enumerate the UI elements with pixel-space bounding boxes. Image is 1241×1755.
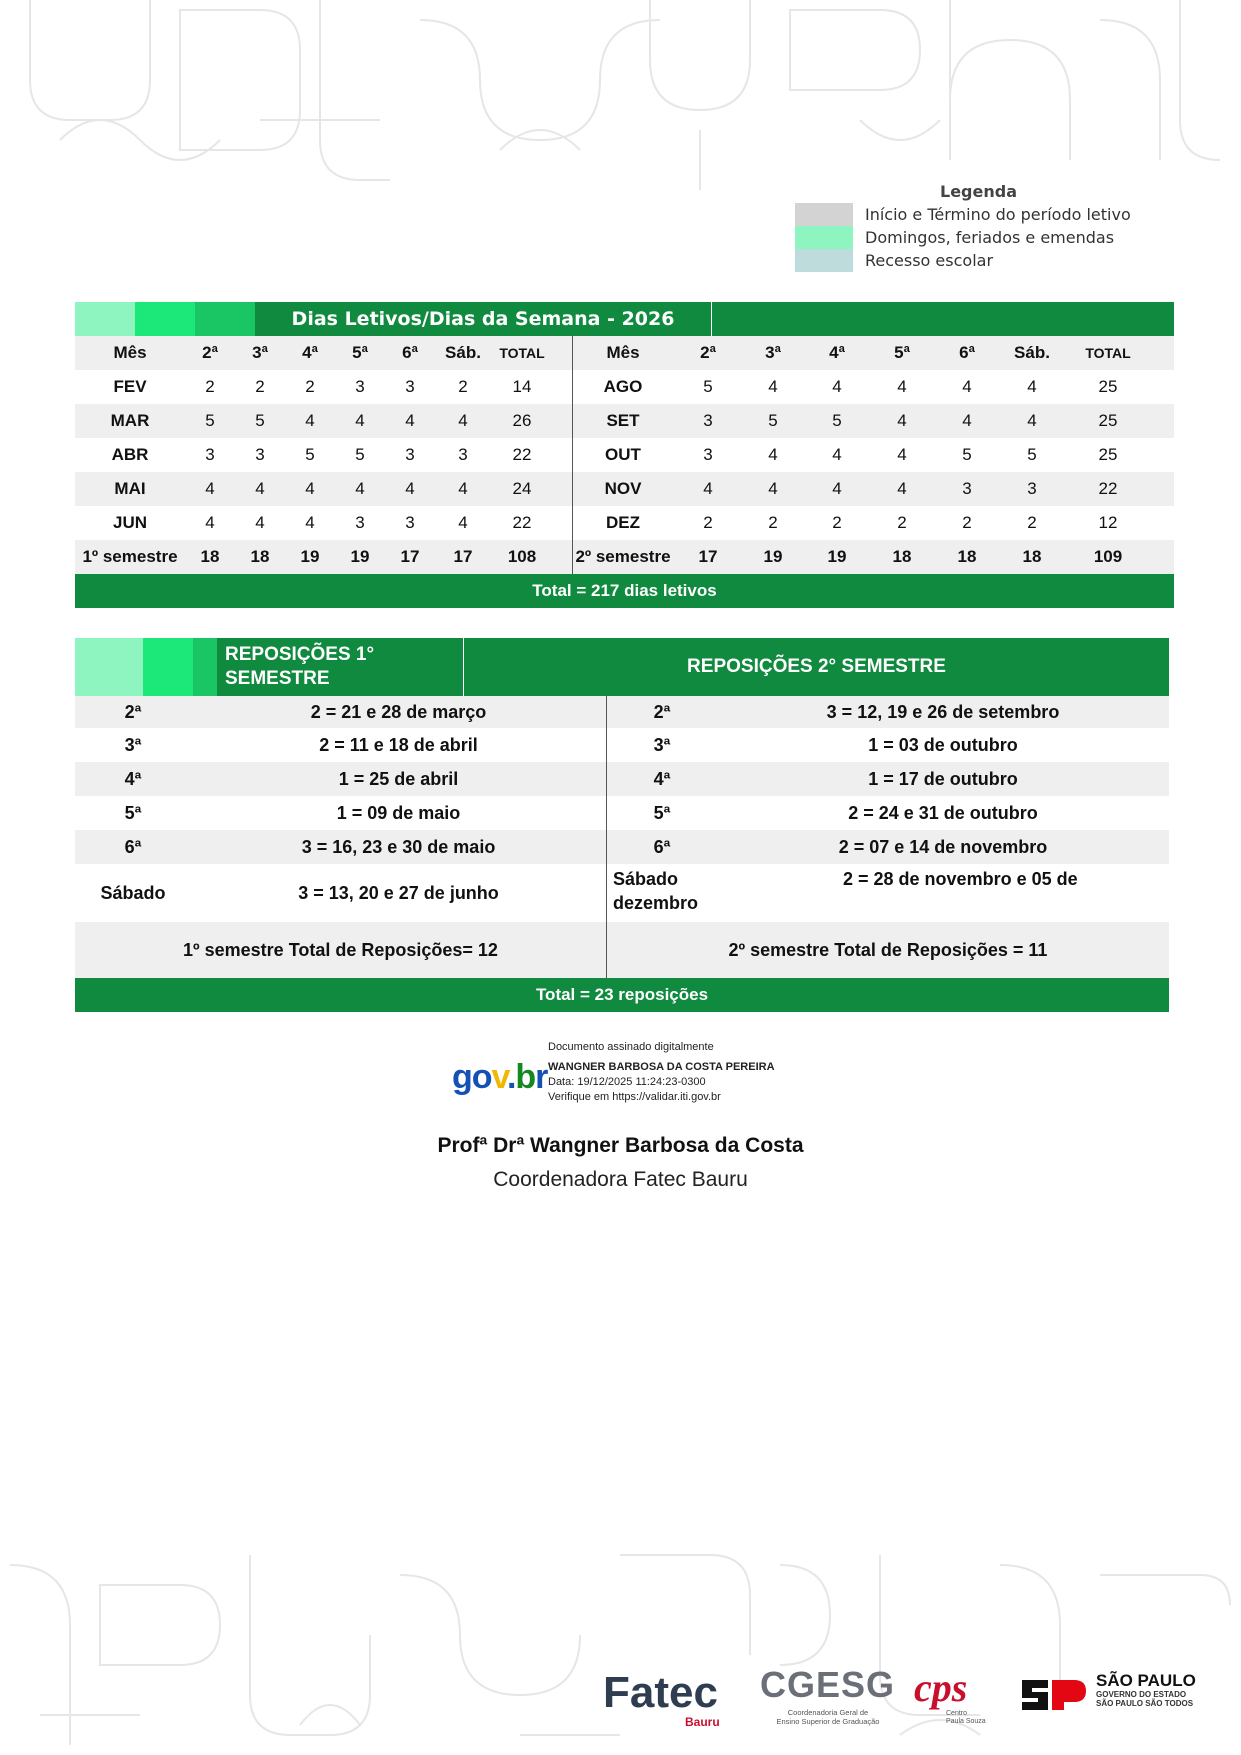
legend-swatch-green bbox=[795, 226, 853, 249]
dias-row-second-half bbox=[573, 472, 1174, 506]
signature-line1: Documento assinado digitalmente bbox=[548, 1041, 714, 1053]
value-cell: 5 bbox=[768, 411, 778, 430]
value-cell: 4 bbox=[897, 411, 907, 430]
dias-letivos-body bbox=[75, 336, 1174, 574]
value-cell: 24 bbox=[512, 479, 532, 498]
reposicao-first-semester bbox=[75, 864, 607, 922]
value-cell: Sáb. bbox=[1014, 343, 1050, 362]
header-swatch-mid bbox=[195, 302, 255, 336]
dias-letivos-title: Dias Letivos/Dias da Semana - 2026 bbox=[255, 302, 711, 336]
signature-line4: Verifique em https://validar.iti.gov.br bbox=[548, 1091, 721, 1103]
value-cell: 3 bbox=[405, 513, 415, 532]
dias-letivos-total: Total = 217 dias letivos bbox=[75, 574, 1174, 608]
value-cell: 19 bbox=[350, 547, 370, 566]
dias-letivos-header bbox=[75, 302, 1174, 336]
reposicao-row bbox=[75, 762, 1169, 796]
value-cell: 18 bbox=[892, 547, 912, 566]
value-cell: 4 bbox=[255, 479, 265, 498]
reposicao-value: 2 = 11 e 18 de abril bbox=[319, 734, 478, 755]
value-cell: TOTAL bbox=[1085, 345, 1131, 361]
value-cell: 22 bbox=[512, 445, 532, 464]
sao-paulo-sub2: SÃO PAULO SÃO TODOS bbox=[1096, 1699, 1194, 1708]
legend-swatch-gray bbox=[795, 203, 853, 226]
month-cell: JUN bbox=[112, 513, 147, 532]
month-cell: SET bbox=[606, 411, 640, 430]
dias-row-first-half bbox=[75, 472, 573, 506]
signature-line3: Data: 19/12/2025 11:24:23-0300 bbox=[548, 1076, 706, 1088]
value-cell: 2 bbox=[703, 513, 713, 532]
reposicao-first-semester bbox=[75, 796, 607, 830]
legend bbox=[795, 182, 1175, 272]
weekday-cell: 4ª bbox=[653, 768, 671, 789]
month-cell: AGO bbox=[603, 377, 643, 396]
reposicao-second-semester bbox=[607, 861, 1169, 925]
dias-row bbox=[75, 370, 1174, 404]
reposicao-second-semester bbox=[607, 796, 1169, 830]
value-cell: 4 bbox=[897, 377, 907, 396]
reposicao-first-semester bbox=[75, 728, 607, 762]
value-cell: 5 bbox=[832, 411, 842, 430]
value-cell: 4 bbox=[405, 479, 415, 498]
sao-paulo-logo-mark bbox=[1020, 1674, 1088, 1712]
value-cell: 4 bbox=[768, 445, 778, 464]
value-cell: 22 bbox=[512, 513, 532, 532]
header-swatch-bright bbox=[135, 302, 195, 336]
legend-item bbox=[795, 226, 1175, 249]
weekday-cell: 6ª bbox=[653, 836, 671, 857]
value-cell: 2 bbox=[1027, 513, 1037, 532]
reposicao-value: 3 = 16, 23 e 30 de maio bbox=[301, 836, 496, 857]
reposicao-value: 1 = 09 de maio bbox=[336, 802, 461, 823]
value-cell: 19 bbox=[827, 547, 847, 566]
legend-label: Recesso escolar bbox=[865, 251, 994, 270]
dias-row bbox=[75, 404, 1174, 438]
weekday-cell: 5ª bbox=[124, 802, 142, 823]
value-cell: 14 bbox=[512, 377, 532, 396]
reposicoes-total: Total = 23 reposições bbox=[75, 978, 1169, 1012]
reposicao-subtotal-row bbox=[75, 922, 1169, 978]
value-cell: 5 bbox=[255, 411, 265, 430]
value-cell: 2 bbox=[768, 513, 778, 532]
value-cell: 5ª bbox=[894, 343, 910, 362]
value-cell: 25 bbox=[1098, 377, 1118, 396]
value-cell: 4 bbox=[355, 411, 365, 430]
sao-paulo-title: SÃO PAULO bbox=[1096, 1671, 1196, 1690]
cgesg-logo: CGESG bbox=[760, 1664, 896, 1705]
value-cell: 3ª bbox=[765, 343, 781, 362]
reposicoes-table bbox=[75, 638, 1169, 1012]
value-cell: 2 bbox=[205, 377, 215, 396]
weekday-cell: 4ª bbox=[124, 768, 142, 789]
reposicao-first-semester bbox=[75, 696, 607, 728]
govbr-logo: gov.br bbox=[452, 1058, 548, 1096]
value-cell: 4 bbox=[897, 479, 907, 498]
value-cell: 2 bbox=[832, 513, 842, 532]
weekday-cell: 2ª bbox=[124, 701, 142, 722]
value-cell: 26 bbox=[512, 411, 532, 430]
header-fill bbox=[711, 302, 1174, 336]
reposicao-value: 1 = 17 de outubro bbox=[868, 768, 1018, 789]
subtotal-second-text: 2º semestre Total de Reposições = 11 bbox=[728, 939, 1048, 960]
dias-row-first-half bbox=[75, 540, 573, 574]
value-cell: 18 bbox=[1022, 547, 1042, 566]
reposicao-value: 1 = 25 de abril bbox=[338, 768, 459, 789]
month-cell: ABR bbox=[111, 445, 149, 464]
weekday-cell: 3ª bbox=[124, 734, 142, 755]
value-cell: 18 bbox=[200, 547, 220, 566]
dias-row bbox=[75, 506, 1174, 540]
cgesg-subtitle bbox=[768, 1708, 888, 1726]
month-cell: 2º semestre bbox=[575, 547, 671, 566]
value-cell: 3ª bbox=[252, 343, 268, 362]
background-decoration-bottom bbox=[0, 1545, 1241, 1755]
cps-logo: cps bbox=[914, 1665, 968, 1710]
month-cell: OUT bbox=[605, 445, 641, 464]
cps-subtitle-line2: Paula Souza bbox=[946, 1718, 986, 1725]
header-swatch-light bbox=[75, 638, 143, 696]
dias-header-row bbox=[75, 336, 1174, 370]
value-cell: 5 bbox=[205, 411, 215, 430]
month-cell: NOV bbox=[604, 479, 642, 498]
signature-text bbox=[548, 1040, 775, 1105]
value-cell: 3 bbox=[703, 411, 713, 430]
value-cell: 2 bbox=[305, 377, 315, 396]
fatec-logo-subtitle: Bauru bbox=[685, 1715, 720, 1729]
value-cell: 5 bbox=[305, 445, 315, 464]
signer-role: Coordenadora Fatec Bauru bbox=[493, 1168, 748, 1191]
digital-signature bbox=[452, 1040, 782, 1110]
header-swatch-light bbox=[75, 302, 135, 336]
weekday-line2: dezembro bbox=[613, 893, 699, 913]
value-cell: 4 bbox=[205, 479, 215, 498]
value-cell: 3 bbox=[458, 445, 468, 464]
dias-row-first-half bbox=[75, 438, 573, 472]
cgesg-subtitle-line1: Coordenadoria Geral de bbox=[787, 1708, 869, 1717]
dias-row-second-half bbox=[573, 404, 1174, 438]
value-cell: 25 bbox=[1098, 411, 1118, 430]
month-cell: FEV bbox=[113, 377, 147, 396]
value-cell: 2ª bbox=[202, 343, 218, 362]
value-cell: 3 bbox=[205, 445, 215, 464]
subtotal-second bbox=[607, 922, 1169, 978]
sao-paulo-sub1: GOVERNO DO ESTADO bbox=[1096, 1690, 1187, 1699]
reposicao-value: 3 = 13, 20 e 27 de junho bbox=[298, 882, 499, 903]
value-cell: 4 bbox=[305, 411, 315, 430]
legend-title: Legenda bbox=[940, 182, 1017, 201]
sao-paulo-logo-text bbox=[1096, 1672, 1196, 1708]
reposicao-row bbox=[75, 728, 1169, 762]
value-cell: 17 bbox=[400, 547, 420, 566]
dias-row-second-half bbox=[573, 336, 1174, 370]
value-cell: 4 bbox=[962, 411, 972, 430]
reposicao-second-semester bbox=[607, 830, 1169, 864]
reposicao-value: 1 = 03 de outubro bbox=[868, 734, 1018, 755]
weekday-cell: 6ª bbox=[124, 836, 142, 857]
dias-row bbox=[75, 472, 1174, 506]
header-swatch-mid bbox=[193, 638, 217, 696]
dias-row bbox=[75, 438, 1174, 472]
dias-row bbox=[75, 540, 1174, 574]
value-cell: Sáb. bbox=[445, 343, 481, 362]
cps-subtitle bbox=[946, 1710, 986, 1726]
reposicao-value: 2 = 07 e 14 de novembro bbox=[838, 836, 1048, 857]
reposicao-row bbox=[75, 696, 1169, 728]
dias-letivos-table bbox=[75, 302, 1174, 608]
month-cell: Mês bbox=[606, 343, 640, 362]
dias-row-second-half bbox=[573, 370, 1174, 404]
reposicao-row bbox=[75, 830, 1169, 864]
weekday-line1: Sábado bbox=[613, 869, 679, 889]
value-cell: 19 bbox=[300, 547, 320, 566]
value-cell: 109 bbox=[1093, 547, 1123, 566]
value-cell: 4 bbox=[1027, 411, 1037, 430]
reposicao-value: 2 = 21 e 28 de março bbox=[310, 701, 487, 722]
month-cell: 1º semestre bbox=[82, 547, 178, 566]
value-cell: 2 bbox=[962, 513, 972, 532]
dias-row-second-half bbox=[573, 438, 1174, 472]
value-cell: 5 bbox=[1027, 445, 1037, 464]
reposicoes-body bbox=[75, 696, 1169, 1012]
legend-item bbox=[795, 249, 1175, 272]
value-cell: 18 bbox=[957, 547, 977, 566]
value-cell: 108 bbox=[507, 547, 537, 566]
value-cell: 4 bbox=[205, 513, 215, 532]
value-cell: 17 bbox=[698, 547, 718, 566]
reposicao-value: 3 = 12, 19 e 26 de setembro bbox=[826, 701, 1060, 722]
value-cell: 4 bbox=[768, 479, 778, 498]
value-cell: 4 bbox=[405, 411, 415, 430]
dias-row-first-half bbox=[75, 370, 573, 404]
value-cell: 5 bbox=[703, 377, 713, 396]
value-cell: 4ª bbox=[302, 343, 318, 362]
value-cell: 4 bbox=[458, 411, 468, 430]
value-cell: 4 bbox=[255, 513, 265, 532]
subtotal-first-text: 1º semestre Total de Reposições= 12 bbox=[183, 939, 498, 960]
header-swatch-bright bbox=[143, 638, 193, 696]
value-cell: 4 bbox=[832, 377, 842, 396]
signer-name: Profª Drª Wangner Barbosa da Costa bbox=[437, 1134, 804, 1157]
value-cell: 3 bbox=[355, 513, 365, 532]
reposicao-second-semester bbox=[607, 728, 1169, 762]
weekday-cell: 2ª bbox=[653, 701, 671, 722]
value-cell: 2 bbox=[897, 513, 907, 532]
reposicoes-header bbox=[75, 638, 1169, 696]
legend-swatch-teal bbox=[795, 249, 853, 272]
value-cell: 3 bbox=[405, 445, 415, 464]
cgesg-subtitle-line2: Ensino Superior de Graduação bbox=[776, 1717, 880, 1726]
month-cell: DEZ bbox=[606, 513, 640, 532]
value-cell: 4 bbox=[768, 377, 778, 396]
value-cell: 3 bbox=[355, 377, 365, 396]
reposicao-value: 2 = 28 de novembro e 05 de bbox=[843, 869, 1078, 889]
value-cell: 4 bbox=[305, 479, 315, 498]
legend-item bbox=[795, 203, 1175, 226]
value-cell: 19 bbox=[763, 547, 783, 566]
value-cell: 3 bbox=[405, 377, 415, 396]
subtotal-first bbox=[75, 922, 607, 978]
month-cell: MAI bbox=[114, 479, 146, 498]
weekday-cell: 5ª bbox=[653, 802, 671, 823]
reposicao-second-semester bbox=[607, 762, 1169, 796]
month-cell: Mês bbox=[113, 343, 147, 362]
value-cell: 4 bbox=[458, 513, 468, 532]
value-cell: 3 bbox=[255, 445, 265, 464]
value-cell: 12 bbox=[1098, 513, 1118, 532]
weekday-cell bbox=[607, 867, 713, 915]
value-cell: 17 bbox=[453, 547, 473, 566]
dias-row-first-half bbox=[75, 404, 573, 438]
value-cell: 2ª bbox=[700, 343, 716, 362]
value-cell: TOTAL bbox=[499, 345, 545, 361]
value-cell: 4 bbox=[1027, 377, 1037, 396]
reposicao-second-semester bbox=[607, 696, 1169, 728]
weekday-cell: 3ª bbox=[653, 734, 671, 755]
value-cell: 4ª bbox=[829, 343, 845, 362]
value-cell: 4 bbox=[458, 479, 468, 498]
value-cell: 3 bbox=[1027, 479, 1037, 498]
reposicao-first-semester bbox=[75, 830, 607, 864]
value-cell: 4 bbox=[305, 513, 315, 532]
value-cell: 2 bbox=[458, 377, 468, 396]
dias-row-first-half bbox=[75, 506, 573, 540]
fatec-logo: Fatec bbox=[603, 1668, 718, 1717]
value-cell: 4 bbox=[962, 377, 972, 396]
reposicao-value: 2 = 24 e 31 de outubro bbox=[848, 802, 1038, 823]
value-cell: 6ª bbox=[959, 343, 975, 362]
dias-row-second-half bbox=[573, 506, 1174, 540]
value-cell: 3 bbox=[703, 445, 713, 464]
legend-label: Domingos, feriados e emendas bbox=[865, 228, 1115, 247]
value-cell: 4 bbox=[897, 445, 907, 464]
value-cell: 2 bbox=[255, 377, 265, 396]
reposicao-row-sabado bbox=[75, 864, 1169, 922]
value-cell: 22 bbox=[1098, 479, 1118, 498]
value-cell: 3 bbox=[962, 479, 972, 498]
value-cell: 5 bbox=[962, 445, 972, 464]
value-cell: 18 bbox=[250, 547, 270, 566]
footer-logos bbox=[600, 1660, 1200, 1729]
reposicoes-1-title: REPOSIÇÕES 1° SEMESTRE bbox=[217, 638, 463, 696]
value-cell: 5ª bbox=[352, 343, 368, 362]
value-cell: 25 bbox=[1098, 445, 1118, 464]
reposicao-row bbox=[75, 796, 1169, 830]
value-cell: 4 bbox=[832, 479, 842, 498]
value-cell: 6ª bbox=[402, 343, 418, 362]
background-decoration-top bbox=[0, 0, 1241, 200]
reposicao-first-semester bbox=[75, 762, 607, 796]
value-cell: 4 bbox=[832, 445, 842, 464]
weekday-cell: Sábado bbox=[100, 882, 166, 903]
dias-row-first-half bbox=[75, 336, 573, 370]
value-cell: 5 bbox=[355, 445, 365, 464]
value-cell: 4 bbox=[355, 479, 365, 498]
month-cell: MAR bbox=[110, 411, 150, 430]
dias-row-second-half bbox=[573, 540, 1174, 574]
legend-label: Início e Término do período letivo bbox=[865, 205, 1131, 224]
cps-subtitle-line1: Centro bbox=[946, 1710, 968, 1717]
value-cell: 4 bbox=[703, 479, 713, 498]
reposicoes-2-title: REPOSIÇÕES 2° SEMESTRE bbox=[463, 638, 1169, 696]
signature-line2: WANGNER BARBOSA DA COSTA PEREIRA bbox=[548, 1061, 775, 1073]
